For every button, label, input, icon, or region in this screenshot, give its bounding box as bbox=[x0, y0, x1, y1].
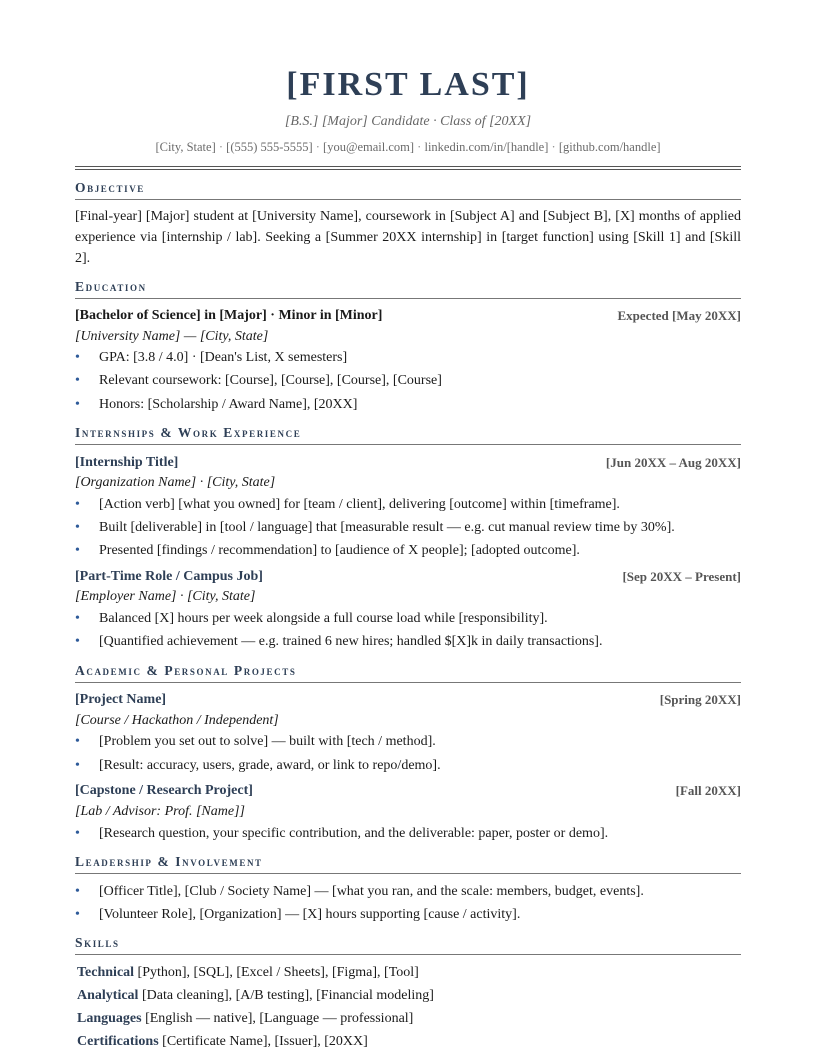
bullet-icon: • bbox=[75, 611, 80, 626]
job-org: [Employer Name] · [City, State] bbox=[75, 589, 256, 604]
section-title-objective: Objective bbox=[75, 180, 741, 200]
project-context: [Lab / Advisor: Prof. [Name]] bbox=[75, 804, 245, 819]
degree-name: [Bachelor of Science] in [Major] · Minor in [Minor] bbox=[75, 308, 383, 323]
bullet-icon: • bbox=[75, 397, 80, 412]
contact-phone[interactable]: [(555) 555-5555] bbox=[226, 140, 313, 154]
bullet-icon: • bbox=[75, 826, 80, 841]
header-divider bbox=[75, 166, 741, 170]
bullet-icon: • bbox=[75, 350, 80, 365]
contact-github[interactable]: [github.com/handle] bbox=[558, 140, 661, 154]
job-date: [Sep 20XX – Present] bbox=[622, 569, 741, 584]
skill-row-certifications bbox=[77, 1033, 741, 1051]
project-date: [Fall 20XX] bbox=[675, 783, 741, 798]
job-org: [Organization Name] · [City, State] bbox=[75, 475, 276, 490]
project-date: [Spring 20XX] bbox=[659, 692, 741, 707]
degree-date: Expected [May 20XX] bbox=[617, 308, 741, 323]
project-name: [Capstone / Research Project] bbox=[75, 783, 253, 798]
bullet-icon: • bbox=[75, 634, 80, 649]
school-name: [University Name] — [City, State] bbox=[75, 329, 269, 344]
job-title: [Part-Time Role / Campus Job] bbox=[75, 569, 263, 584]
bullet-icon: • bbox=[75, 884, 80, 899]
objective-text: [Final-year] [Major] student at [University Name], coursework in [Subject A] and [Subject B], [X] months of applied experience via [internship / lab]. Seeking a [Summer 20XX internship] in [target function] using [Skill 1] and [Skill 2]. bbox=[75, 209, 741, 266]
skill-value: [Python], [SQL], [Excel / Sheets], [Figma], [Tool] bbox=[137, 965, 419, 980]
skill-row-analytical bbox=[77, 987, 741, 1005]
skill-label: Technical bbox=[77, 965, 135, 980]
skill-label: Analytical bbox=[77, 988, 139, 1003]
bullet-icon: • bbox=[75, 520, 80, 535]
candidate-tagline: [B.S.] [Major] Candidate · Class of [20XX] bbox=[284, 114, 532, 129]
skill-value: [English — native], [Language — professional] bbox=[145, 1011, 414, 1026]
section-title-education: Education bbox=[75, 279, 741, 299]
contact-location: [City, State] bbox=[155, 140, 216, 154]
section-title-leadership: Leadership & Involvement bbox=[75, 854, 741, 874]
project-name: [Project Name] bbox=[75, 692, 167, 707]
contact-email[interactable]: [you@email.com] bbox=[323, 140, 415, 154]
skill-value: [Data cleaning], [A/B testing], [Financial modeling] bbox=[141, 988, 434, 1003]
skill-label: Certifications bbox=[77, 1034, 159, 1049]
bullet-icon: • bbox=[75, 734, 80, 749]
project-context: [Course / Hackathon / Independent] bbox=[75, 713, 279, 728]
contact-linkedin[interactable]: linkedin.com/in/[handle] bbox=[424, 140, 549, 154]
bullet-icon: • bbox=[75, 543, 80, 558]
skill-value: [Certificate Name], [Issuer], [20XX] bbox=[162, 1034, 368, 1049]
skill-row-technical bbox=[77, 964, 741, 982]
candidate-name: [FIRST LAST] bbox=[286, 66, 530, 103]
bullet-icon: • bbox=[75, 758, 80, 773]
section-title-skills: Skills bbox=[75, 935, 741, 955]
skill-label: Languages bbox=[77, 1011, 142, 1026]
bullet-icon: • bbox=[75, 373, 80, 388]
bullet-icon: • bbox=[75, 907, 80, 922]
section-title-projects: Academic & Personal Projects bbox=[75, 663, 741, 683]
section-title-experience: Internships & Work Experience bbox=[75, 425, 741, 445]
job-date: [Jun 20XX – Aug 20XX] bbox=[605, 455, 741, 470]
contact-line: [City, State] · [(555) 555-5555] · [you@email.com] · linkedin.com/in/[handle] · [github.com/handle] bbox=[155, 140, 661, 154]
skill-row-languages bbox=[77, 1010, 741, 1028]
bullet-icon: • bbox=[75, 497, 80, 512]
job-title: [Internship Title] bbox=[75, 455, 179, 470]
